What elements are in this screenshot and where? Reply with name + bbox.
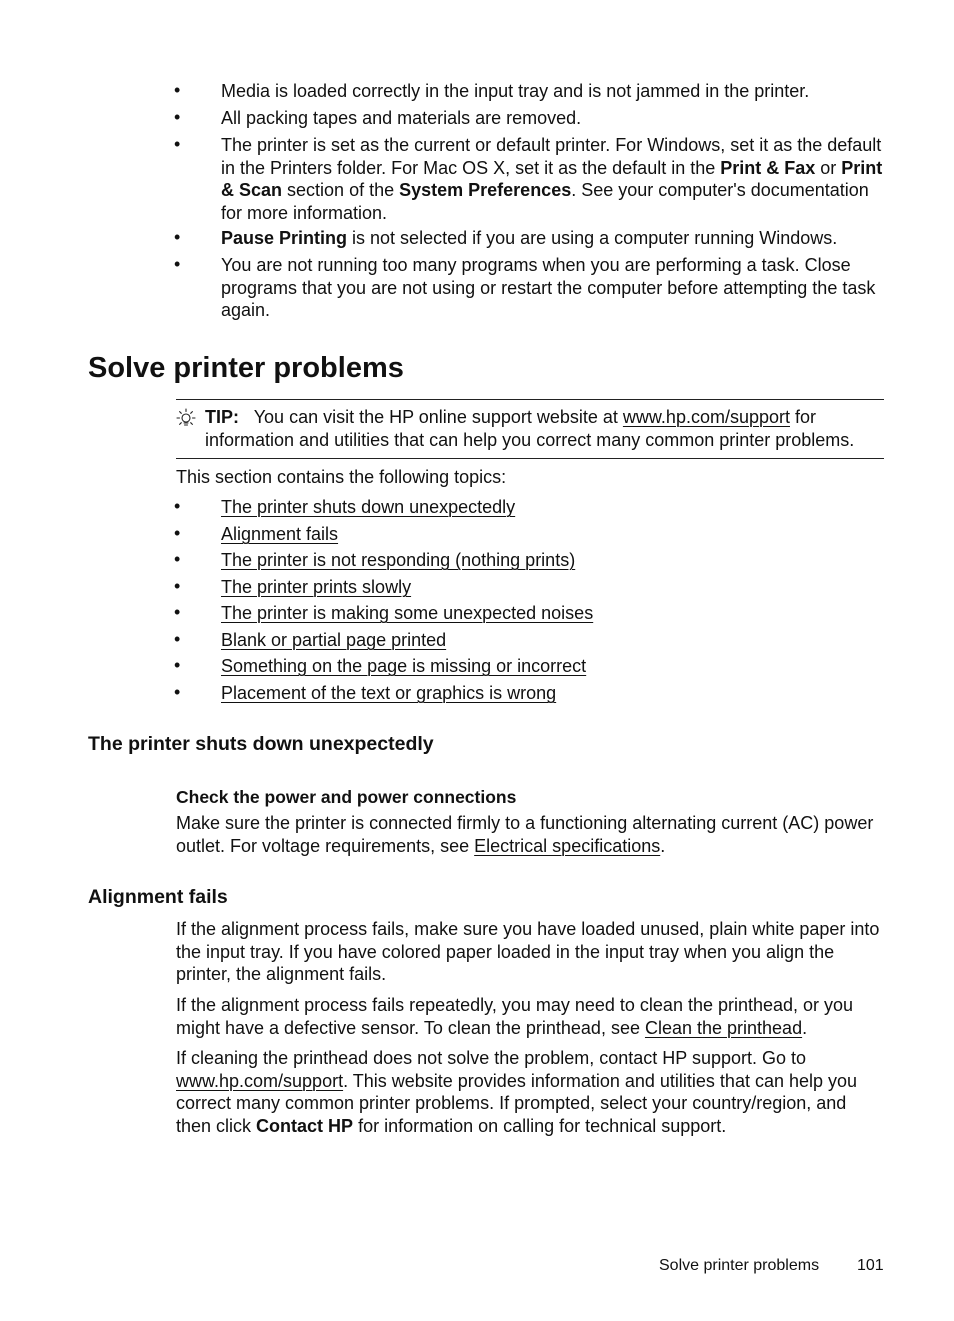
tip-label: TIP: <box>205 407 239 427</box>
electrical-specifications-link[interactable]: Electrical specifications <box>474 835 661 856</box>
section-title: Solve printer problems <box>88 352 404 384</box>
bullet: • <box>174 80 181 100</box>
topic-link-alignment-fails[interactable]: Alignment fails <box>221 524 339 544</box>
tip-bottom-rule <box>176 458 884 459</box>
footer-page-number: 101 <box>857 1257 884 1274</box>
list-item-text: The printer is set as the current or default printer. For Windows, set it as the default in the Printers folder. For Mac OS X, set it as the default in the <box>221 135 882 178</box>
clean-printhead-link[interactable]: Clean the printhead <box>644 1017 803 1038</box>
topic-link-unexpected-noises[interactable]: The printer is making some unexpected noises <box>221 603 594 623</box>
topic-item <box>221 523 883 546</box>
alignment-para3-prefix: If cleaning the printhead does not solve the problem, contact HP support. Go to <box>176 1048 807 1068</box>
ui-term-contact-hp: Contact HP <box>256 1115 354 1136</box>
list-item-text: section of the <box>282 180 400 200</box>
bullet: • <box>174 655 181 675</box>
bullet: • <box>174 254 181 274</box>
ui-term-system-preferences: System Preferences <box>399 180 572 200</box>
list-item-text: . See your computer's documentation for more information. <box>221 180 869 223</box>
shutdown-subheading: Check the power and power connections <box>176 787 517 807</box>
ui-term-pause-printing: Pause Printing <box>221 228 348 248</box>
alignment-para2-text: If the alignment process fails repeatedly, you may need to clean the printhead, or you might have a defective sensor. To clean the printhead, see <box>176 995 854 1038</box>
bullet: • <box>174 682 181 702</box>
tip-text-after: for information and utilities that can help you correct many common printer problems. <box>205 407 855 450</box>
tip-text <box>205 406 885 451</box>
list-item-text: or <box>815 157 842 178</box>
bullet: • <box>174 496 181 516</box>
alignment-para3-mid: . This website provides information and utilities that can help you correct many common printer problems. If prompted, select your country/region, and then click <box>176 1070 858 1136</box>
shutdown-text: Make sure the printer is connected firmly to a functioning alternating current (AC) power outlet. For voltage requirements, see <box>176 813 874 856</box>
tip-top-rule <box>176 399 884 400</box>
topic-item <box>221 655 883 678</box>
alignment-heading: Alignment fails <box>88 886 228 908</box>
topic-item <box>221 549 883 572</box>
topic-link-not-responding[interactable]: The printer is not responding (nothing prints) <box>221 550 576 570</box>
shutdown-paragraph <box>176 812 886 857</box>
topic-item <box>221 576 883 599</box>
ui-term-print-scan: Print & Scan <box>221 157 883 200</box>
bullet: • <box>174 227 181 247</box>
bullet: • <box>174 602 181 622</box>
topic-item <box>221 629 883 652</box>
list-item <box>221 227 883 250</box>
lightbulb-icon <box>174 407 198 431</box>
list-item-text: You are not running too many programs when you are performing a task. Close programs that you are not using or restart the computer before attempting the task again. <box>221 255 876 320</box>
topic-item <box>221 496 883 519</box>
topic-link-shuts-down[interactable]: The printer shuts down unexpectedly <box>221 497 516 517</box>
topic-link-prints-slowly[interactable]: The printer prints slowly <box>221 577 412 597</box>
list-item <box>221 134 883 224</box>
list-item-text: Media is loaded correctly in the input tray and is not jammed in the printer. <box>221 81 810 101</box>
topic-link-blank-page[interactable]: Blank or partial page printed <box>221 630 447 650</box>
alignment-para3-suffix: for information on calling for technical support. <box>353 1115 727 1136</box>
alignment-paragraph-1: If the alignment process fails, make sure you have loaded unused, plain white paper into the input tray. If you have colored paper loaded in the input tray when you align the printer, the alignment fails. <box>176 919 880 984</box>
alignment-paragraph-3 <box>176 1047 886 1137</box>
topics-intro: This section contains the following topics: <box>176 467 507 487</box>
shutdown-text-end: . <box>660 835 666 856</box>
bullet: • <box>174 576 181 596</box>
topic-link-placement-wrong[interactable]: Placement of the text or graphics is wrong <box>221 683 557 703</box>
list-item-text: All packing tapes and materials are removed. <box>221 108 582 128</box>
shutdown-heading: The printer shuts down unexpectedly <box>88 733 434 755</box>
list-item <box>221 107 883 130</box>
hp-support-link[interactable]: www.hp.com/support <box>622 407 790 427</box>
tip-text-before: You can visit the HP online support website at <box>253 407 623 427</box>
list-item-text: is not selected if you are using a computer running Windows. <box>347 228 838 248</box>
topic-item <box>221 682 883 705</box>
bullet: • <box>174 523 181 543</box>
topic-item <box>221 602 883 625</box>
bullet: • <box>174 134 181 154</box>
footer-section-name: Solve printer problems <box>659 1257 820 1274</box>
bullet: • <box>174 107 181 127</box>
hp-support-link-2[interactable]: www.hp.com/support <box>176 1070 344 1091</box>
bullet: • <box>174 629 181 649</box>
alignment-para2-end: . <box>802 1017 808 1038</box>
topic-link-missing-incorrect[interactable]: Something on the page is missing or incorrect <box>221 656 587 676</box>
list-item <box>221 254 883 322</box>
ui-term-print-fax: Print & Fax <box>720 157 816 178</box>
bullet: • <box>174 549 181 569</box>
alignment-paragraph-2 <box>176 994 886 1039</box>
list-item <box>221 80 883 103</box>
